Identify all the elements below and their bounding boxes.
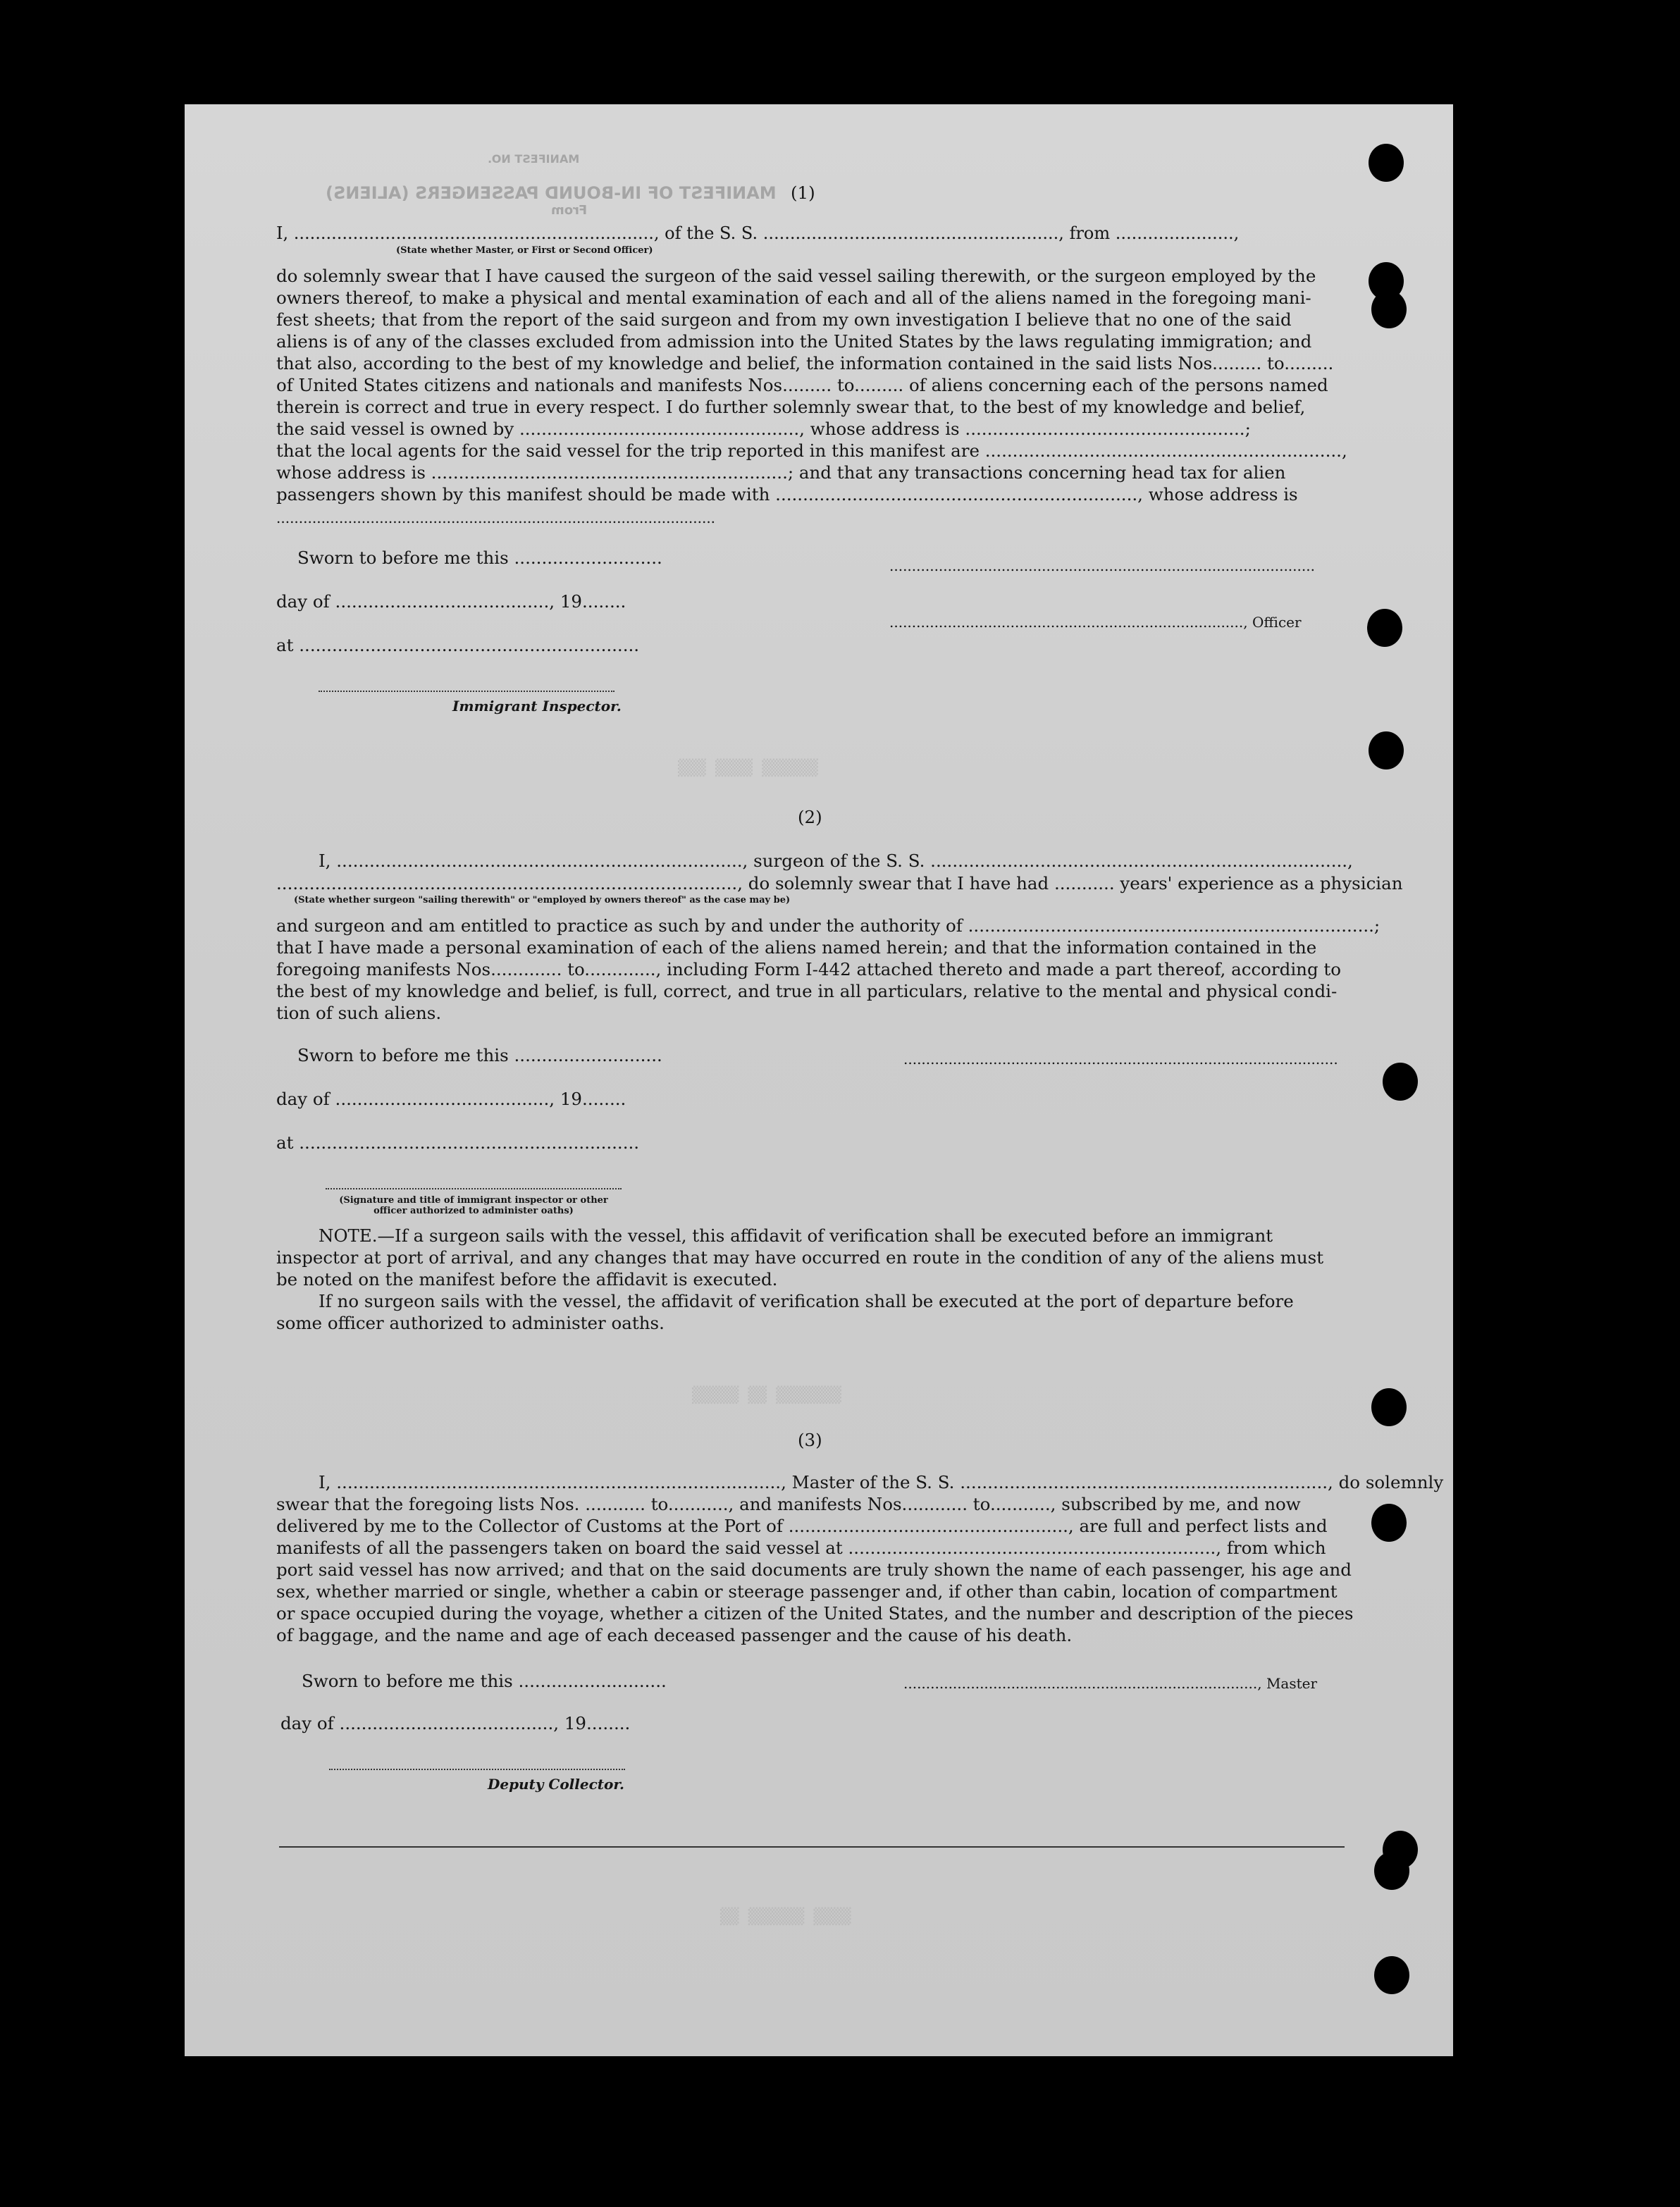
punch-hole [1369, 144, 1404, 182]
section-1-officer-signature [889, 612, 1302, 633]
note-line: NOTE.—If a surgeon sails with the vessel, this affidavit of verification shall be executed before an immigrant [319, 1225, 1273, 1246]
inspector-signature-line [326, 1188, 622, 1190]
section-3-paragraph [276, 1471, 1443, 1646]
bleed-through-row: ▒▒▒▒▒▒ ▒▒▒▒ ▒▒▒ [678, 760, 818, 777]
section-3-collector-title: Deputy Collector. [488, 1776, 625, 1793]
punch-hole [1371, 290, 1407, 328]
note-line: some officer authorized to administer oaths. [276, 1313, 665, 1333]
section-1-line1: I, ..................................................................., of the S. S. ......................................................., from ......................, [276, 223, 1240, 243]
punch-hole [1367, 609, 1402, 647]
paragraph-line: swear that the foregoing lists Nos. ........... to..........., and manifests Nos............ to..........., subscribed by me, and now [276, 1494, 1301, 1514]
punch-hole [1374, 1956, 1409, 1994]
bleed-through-row: ▒▒▒▒ ▒▒▒▒▒▒ ▒▒ [720, 1908, 851, 1926]
section-1-sworn: Sworn to before me this ........................... [297, 548, 662, 568]
bleed-through-title: MANIFEST OF IN-BOUND PASSENGERS (ALIENS) [326, 183, 777, 203]
section-1-officer-line: ............................................................................................... [889, 557, 1315, 574]
paragraph-line: that the local agents for the said vessel for the trip reported in this manifest are ................................................................., [276, 440, 1347, 461]
section-2-note-paragraph [276, 1225, 1323, 1334]
paragraph-line: do solemnly swear that I have caused the surgeon of the said vessel sailing therewith, or the surgeon employed by the [276, 266, 1316, 286]
section-2-at: at .............................................................. [276, 1132, 640, 1153]
section-3-day: day of ......................................., 19........ [280, 1713, 631, 1733]
section-1-number: (1) [791, 183, 815, 203]
section-1-at: at .............................................................. [276, 635, 640, 655]
punch-hole [1383, 1063, 1418, 1101]
bleed-through-row: ▒▒▒▒▒▒▒ ▒▒ ▒▒▒▒▒ [692, 1387, 841, 1404]
section-1-note: (State whether Master, or First or Second Officer) [396, 245, 653, 256]
paragraph-line: or space occupied during the voyage, whether a citizen of the United States, and the number and description of the pieces [276, 1603, 1354, 1624]
paragraph-line: that also, according to the best of my knowledge and belief, the information contained in the said lists Nos......... to......... [276, 353, 1334, 373]
punch-hole [1371, 1388, 1407, 1426]
paragraph-line: of United States citizens and nationals and manifests Nos......... to......... of aliens concerning each of the persons named [276, 375, 1328, 395]
paragraph-line: I, ................................................................................., Master of the S. S. ..................................................................., do solemnly [319, 1472, 1444, 1492]
section-1-inspector-title: Immigrant Inspector. [452, 698, 622, 715]
section-2-paragraph [276, 915, 1380, 1024]
section-2-sworn: Sworn to before me this ........................... [297, 1045, 662, 1065]
note-line: If no surgeon sails with the vessel, the affidavit of verification shall be executed at the port of departure before [319, 1291, 1294, 1311]
bottom-rule [279, 1846, 1345, 1848]
paragraph-line: port said vessel has now arrived; and that on the said documents are truly shown the name of each passenger, his age and [276, 1559, 1352, 1580]
paragraph-line: therein is correct and true in every respect. I do further solemnly swear that, to the best of my knowledge and belief, [276, 397, 1306, 417]
paragraph-line: whose address is .................................................................; and that any transactions concerning head tax for alien [276, 462, 1286, 483]
paragraph-line: of baggage, and the name and age of each deceased passenger and the cause of his death. [276, 1625, 1073, 1645]
paragraph-line: that I have made a personal examination of each of the aliens named herein; and that the information contained in the [276, 937, 1317, 958]
section-3-sworn: Sworn to before me this ........................... [302, 1671, 667, 1691]
paragraph-line: fest sheets; that from the report of the said surgeon and from my own investigation I believe that no one of the said [276, 309, 1292, 330]
bleed-through-line: From [551, 203, 588, 218]
section-2-day: day of ......................................., 19........ [276, 1089, 626, 1109]
paragraph-line: sex, whether married or single, whether a cabin or steerage passenger and, if other than cabin, location of compartment [276, 1581, 1338, 1602]
section-2-number: (2) [798, 807, 822, 827]
paragraph-line: delivered by me to the Collector of Customs at the Port of ..................................................., are full and perfect lists and [276, 1516, 1328, 1536]
section-3-number: (3) [798, 1430, 822, 1450]
punch-hole [1374, 1852, 1409, 1890]
section-1-day: day of ......................................., 19........ [276, 591, 626, 612]
bleed-through-line: MANIFEST NO. [488, 152, 580, 166]
paragraph-line: the said vessel is owned by ..................................................., whose address is ...................................................; [276, 419, 1251, 439]
inspector-signature-line [319, 691, 614, 693]
paragraph-line: passengers shown by this manifest should be made with .................................................................., whose address is [276, 484, 1298, 505]
paragraph-line: tion of such aliens. [276, 1003, 442, 1023]
section-2-line1: I, .........................................................................., surgeon of the S. S. ............................................................................, [319, 851, 1353, 871]
section-3-master-signature: ..............................................................................., Master [903, 1675, 1318, 1692]
paragraph-line: aliens is of any of the classes excluded from admission into the United States by the laws regulating immigration; and [276, 331, 1312, 352]
paragraph-line: and surgeon and am entitled to practice as such by and under the authority of ..........................................................................; [276, 915, 1381, 936]
section-2-signature-line: ................................................................................................. [903, 1051, 1338, 1068]
section-1-trailing-line: .................................................................................................. [276, 509, 716, 526]
paragraph-line: manifests of all the passengers taken on board the said vessel at ..................................................................., from which [276, 1538, 1326, 1558]
collector-signature-line [329, 1769, 625, 1771]
section-2-note: (State whether surgeon "sailing therewith" or "employed by owners thereof" as the case may be) [294, 895, 791, 905]
section-1-paragraph [276, 265, 1347, 505]
punch-hole [1369, 731, 1404, 769]
section-2-inspector-note: (Signature and title of immigrant inspector or other officer authorized to administer oaths) [339, 1195, 608, 1216]
paragraph-line: the best of my knowledge and belief, is full, correct, and true in all particulars, relative to the mental and physical condi- [276, 981, 1338, 1001]
paragraph-line: owners thereof, to make a physical and mental examination of each and all of the aliens named in the foregoing mani- [276, 288, 1311, 308]
note-line: be noted on the manifest before the affidavit is executed. [276, 1269, 778, 1290]
punch-hole [1371, 1504, 1407, 1542]
officer-signature-text: ..............................................................................., Officer [889, 614, 1302, 631]
manifest-page [185, 104, 1453, 2056]
paragraph-line: foregoing manifests Nos............. to............., including Form I-442 attached thereto and made a part thereof, according to [276, 959, 1342, 979]
note-line: inspector at port of arrival, and any changes that may have occurred en route in the condition of any of the aliens must [276, 1247, 1324, 1268]
section-2-line2: ...................................................................................., do solemnly swear that I have had ........... years' experience as a physician [276, 873, 1403, 894]
